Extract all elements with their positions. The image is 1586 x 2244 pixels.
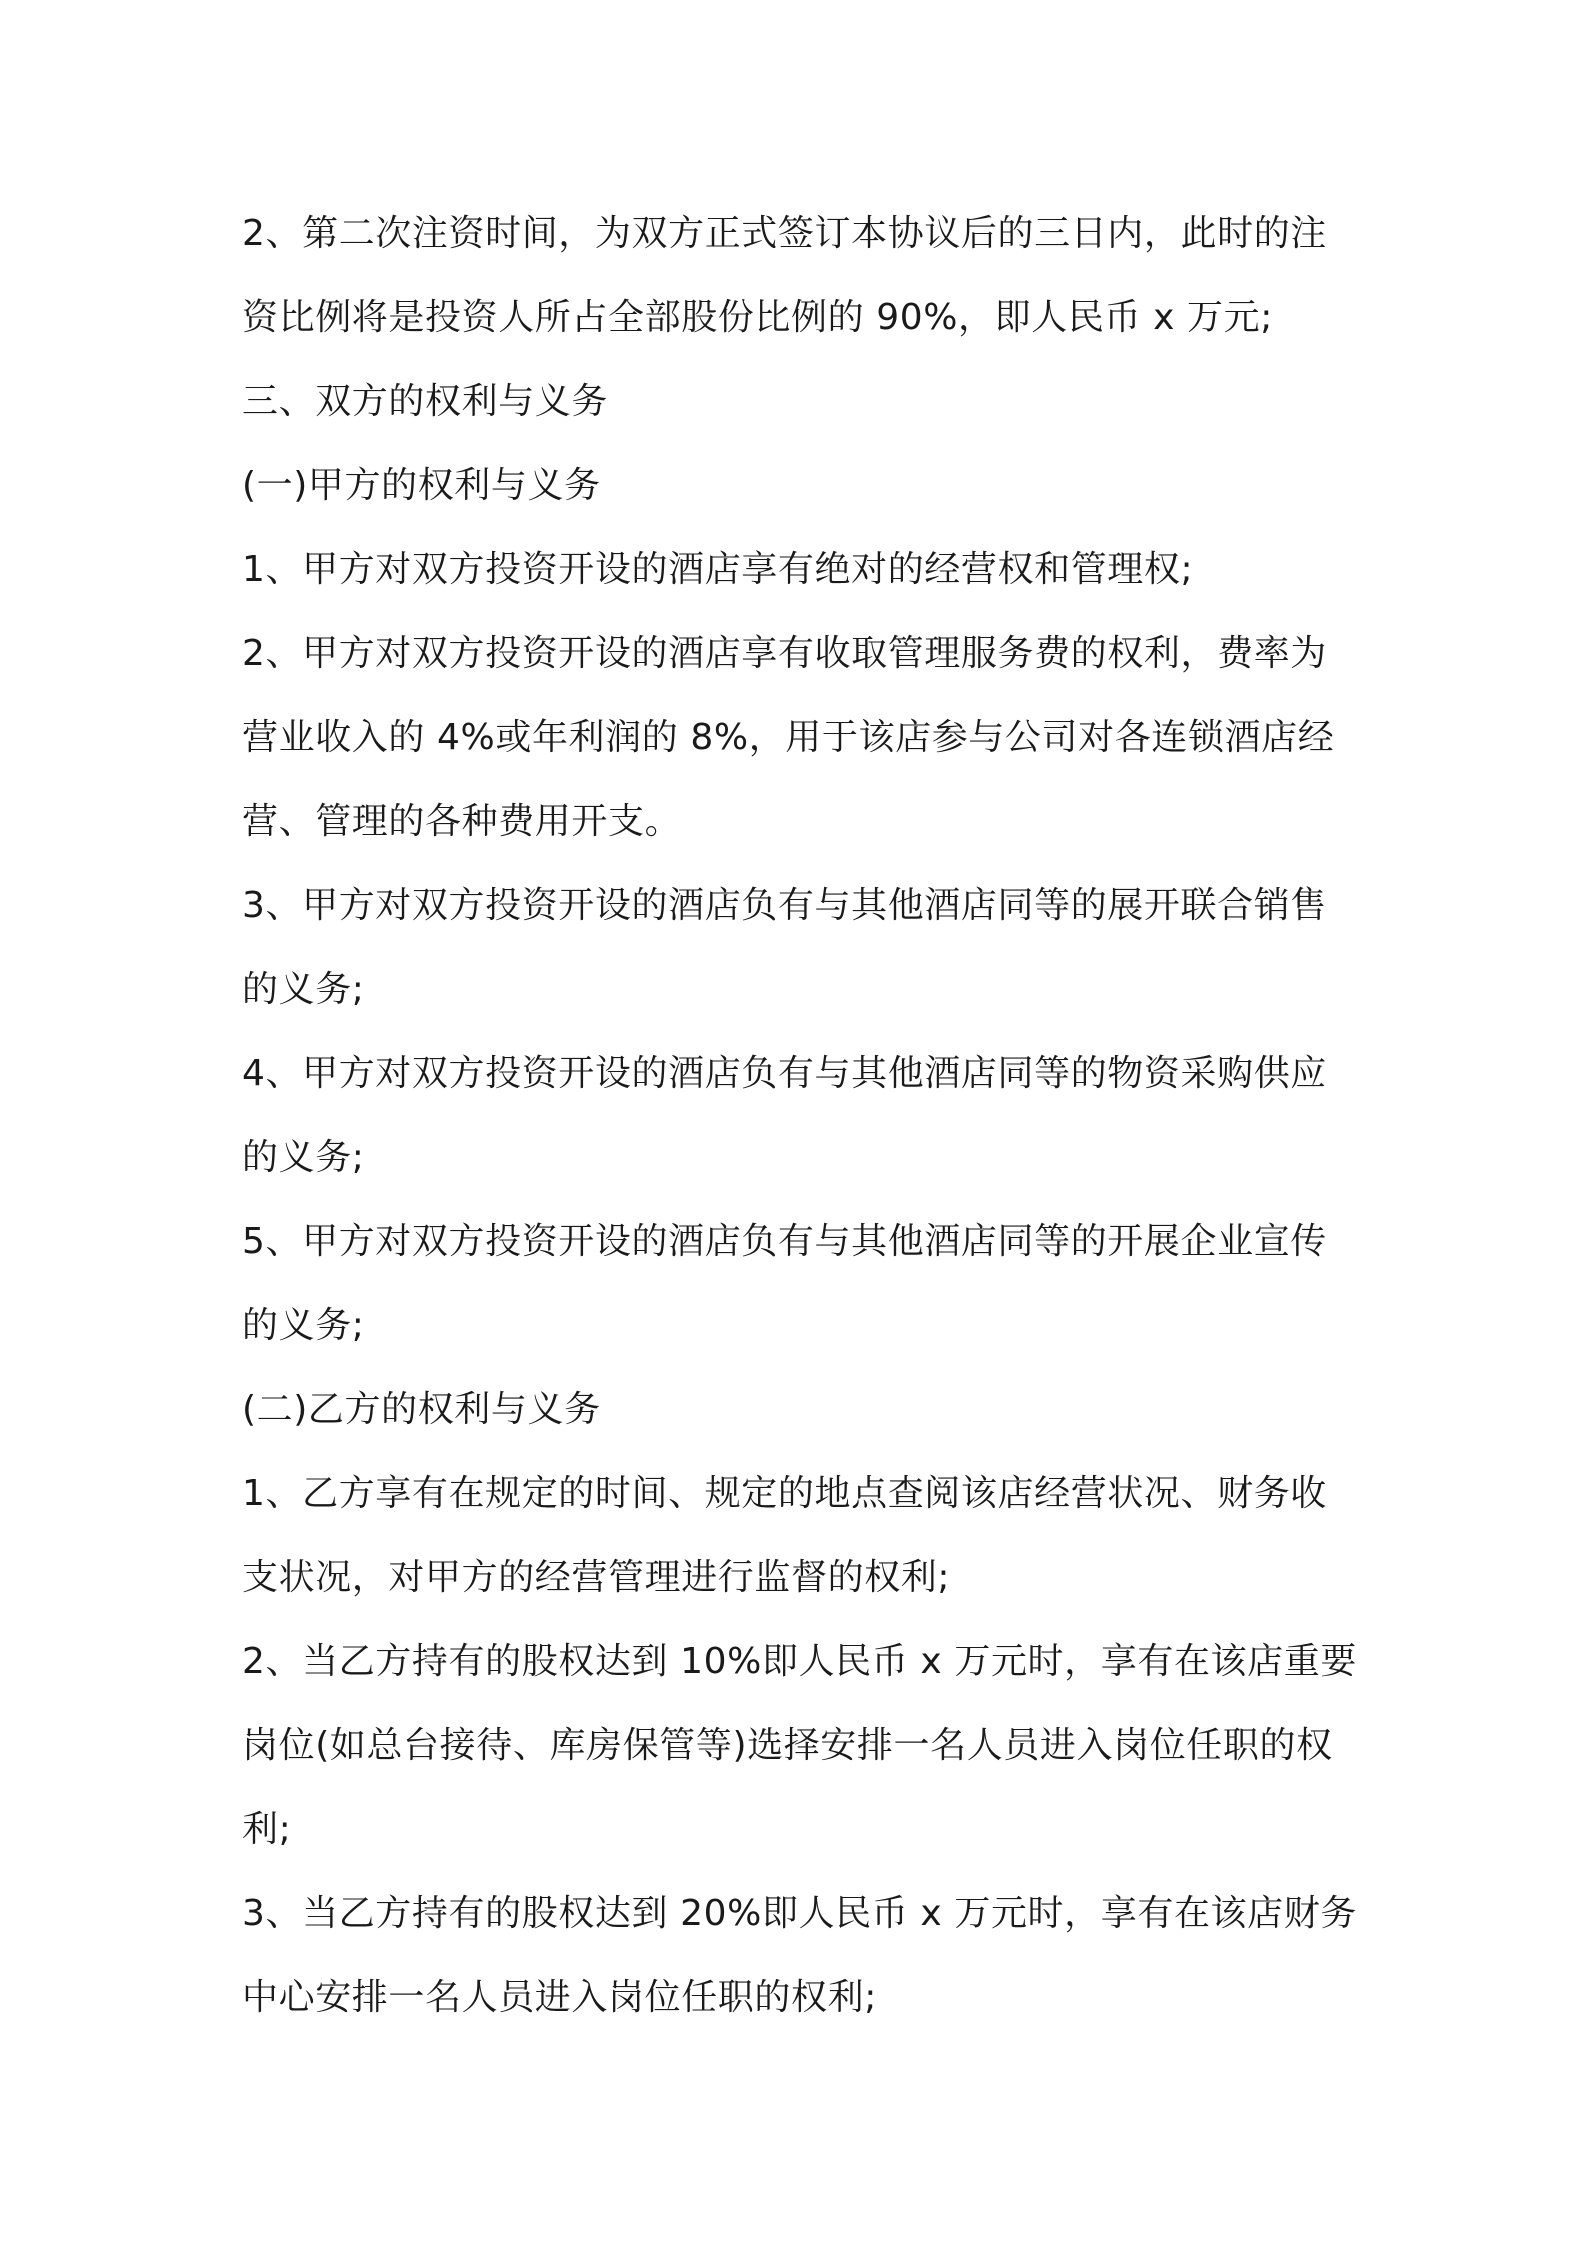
text-line-10: 的义务; bbox=[242, 969, 365, 1010]
text-line-20: 利; bbox=[242, 1809, 292, 1850]
text-line-14: 的义务; bbox=[242, 1305, 365, 1346]
text-line-2: 资比例将是投资人所占全部股份比例的 90%，即人民币 x 万元; bbox=[242, 297, 1273, 338]
text-line-6: 2、甲方对双方投资开设的酒店享有收取管理服务费的权利，费率为 bbox=[242, 633, 1327, 674]
subsection-heading-party-a: (一)甲方的权利与义务 bbox=[242, 465, 601, 506]
text-line-16: 1、乙方享有在规定的时间、规定的地点查阅该店经营状况、财务收 bbox=[242, 1473, 1327, 1514]
section-heading: 三、双方的权利与义务 bbox=[242, 381, 609, 422]
text-line-7: 营业收入的 4%或年利润的 8%，用于该店参与公司对各连锁酒店经 bbox=[242, 717, 1335, 758]
text-line-11: 4、甲方对双方投资开设的酒店负有与其他酒店同等的物资采购供应 bbox=[242, 1053, 1327, 1094]
text-line-9: 3、甲方对双方投资开设的酒店负有与其他酒店同等的展开联合销售 bbox=[242, 885, 1327, 926]
text-line-12: 的义务; bbox=[242, 1137, 365, 1178]
text-line-13: 5、甲方对双方投资开设的酒店负有与其他酒店同等的开展企业宣传 bbox=[242, 1221, 1327, 1262]
text-line-19: 岗位(如总台接待、库房保管等)选择安排一名人员进入岗位任职的权 bbox=[242, 1725, 1333, 1766]
subsection-heading-party-b: (二)乙方的权利与义务 bbox=[242, 1389, 601, 1430]
text-line-8: 营、管理的各种费用开支。 bbox=[242, 801, 682, 842]
text-line-18: 2、当乙方持有的股权达到 10%即人民币 x 万元时，享有在该店重要 bbox=[242, 1641, 1357, 1682]
text-line-5: 1、甲方对双方投资开设的酒店享有绝对的经营权和管理权; bbox=[242, 549, 1194, 590]
text-line-21: 3、当乙方持有的股权达到 20%即人民币 x 万元时，享有在该店财务 bbox=[242, 1893, 1357, 1934]
text-line-17: 支状况，对甲方的经营管理进行监督的权利; bbox=[242, 1557, 951, 1598]
text-line-1: 2、第二次注资时间，为双方正式签订本协议后的三日内，此时的注 bbox=[242, 213, 1327, 254]
text-line-22: 中心安排一名人员进入岗位任职的权利; bbox=[242, 1977, 877, 2018]
